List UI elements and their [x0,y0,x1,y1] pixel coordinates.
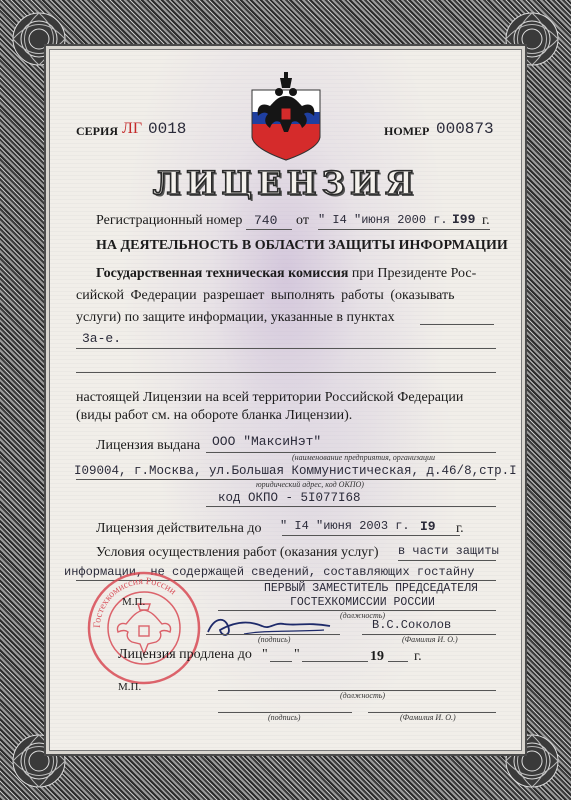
validity-date: " I4 "июня 2003 г. [280,519,410,533]
conditions-value-1: в части защиты [398,544,499,558]
registration-year-suffix: г. [482,213,490,228]
signer-name-caption: (Фамилия И. О.) [402,635,458,644]
signer-position-line-2: ГОСТЕХКОМИССИИ РОССИИ [290,596,435,609]
number-label: НОМЕР [384,124,430,138]
signature-caption: (подпись) [258,635,291,644]
address-caption: юридический адрес, код ОКПО) [256,480,364,489]
body-line-1-rest: при Президенте Рос- [351,266,477,281]
conditions-value-2: информации, не содержащей сведений, составляющих гостайну [64,565,475,579]
issued-to-value: ООО "МаксиНэт" [212,434,322,449]
okpo-code: код ОКПО - 5I077I68 [218,491,361,505]
conditions-label: Условия осуществления работ (оказания услуг) [96,545,379,560]
signer-position-caption: (должность) [340,611,386,620]
extension-signature-caption: (подпись) [268,713,301,722]
number-value: 000873 [436,120,494,138]
series-label: СЕРИЯ [76,124,118,138]
body-line-2: сийской Федерации разрешает выполнять работы (оказывать [76,288,455,303]
registration-number: 740 [254,213,278,228]
validity-label: Лицензия действительна до [96,521,262,536]
series-number: 0018 [148,120,187,138]
signer-name: В.С.Соколов [372,618,452,632]
coat-of-arms-icon [248,66,324,164]
body-line-3: услуги) по защите информации, указанные в пунктах [76,310,395,325]
extension-year-suffix: г. [414,649,422,664]
issued-to-label: Лицензия выдана [96,438,201,453]
series-code: ЛГ [122,120,143,137]
signer-position-line-1: ПЕРВЫЙ ЗАМЕСТИТЕЛЬ ПРЕДСЕДАТЕЛЯ [264,582,478,595]
points-value: 3а-е. [82,331,122,346]
validity-year-struck: I9 [420,519,436,534]
extension-seal-label: М.П. [118,681,142,693]
body-line-1 [96,266,476,282]
registration-year-struck: I99 [452,212,476,227]
extension-position-caption: (должность) [340,691,386,700]
registration-label: Регистрационный номер [96,213,243,228]
body-line-4: настоящей Лицензии на всей территории Российской Федерации [76,390,464,405]
official-stamp-icon [86,570,202,686]
document-title: ЛИЦЕНЗИЯ [152,164,419,202]
extension-close-quote: " [294,647,300,662]
activity-heading: НА ДЕЯТЕЛЬНОСТЬ В ОБЛАСТИ ЗАЩИТЫ ИНФОРМАЦИИ [96,238,508,253]
commission-name: Государственная техническая комиссия [96,266,349,281]
extension-open-quote: " [262,647,268,662]
extension-label: Лицензия продлена до [118,647,252,662]
stamp-ring-text: Гостехкомиссия России [91,575,179,629]
registration-date: " I4 "июня 2000 г. [318,213,448,227]
issued-to-caption: (наименование предприятия, организации [292,453,436,462]
issued-to-address: I09004, г.Москва, ул.Большая Коммунистическая, д.46/8,стр.I [74,464,517,478]
registration-from-label: от [296,213,309,228]
seal-place-label: М.П. [122,596,146,608]
body-line-5: (виды работ см. на обороте бланка Лицензии). [76,408,353,423]
extension-name-caption: (Фамилия И. О.) [400,713,456,722]
validity-year-suffix: г. [456,521,464,536]
extension-year-prefix: 19 [370,649,384,664]
